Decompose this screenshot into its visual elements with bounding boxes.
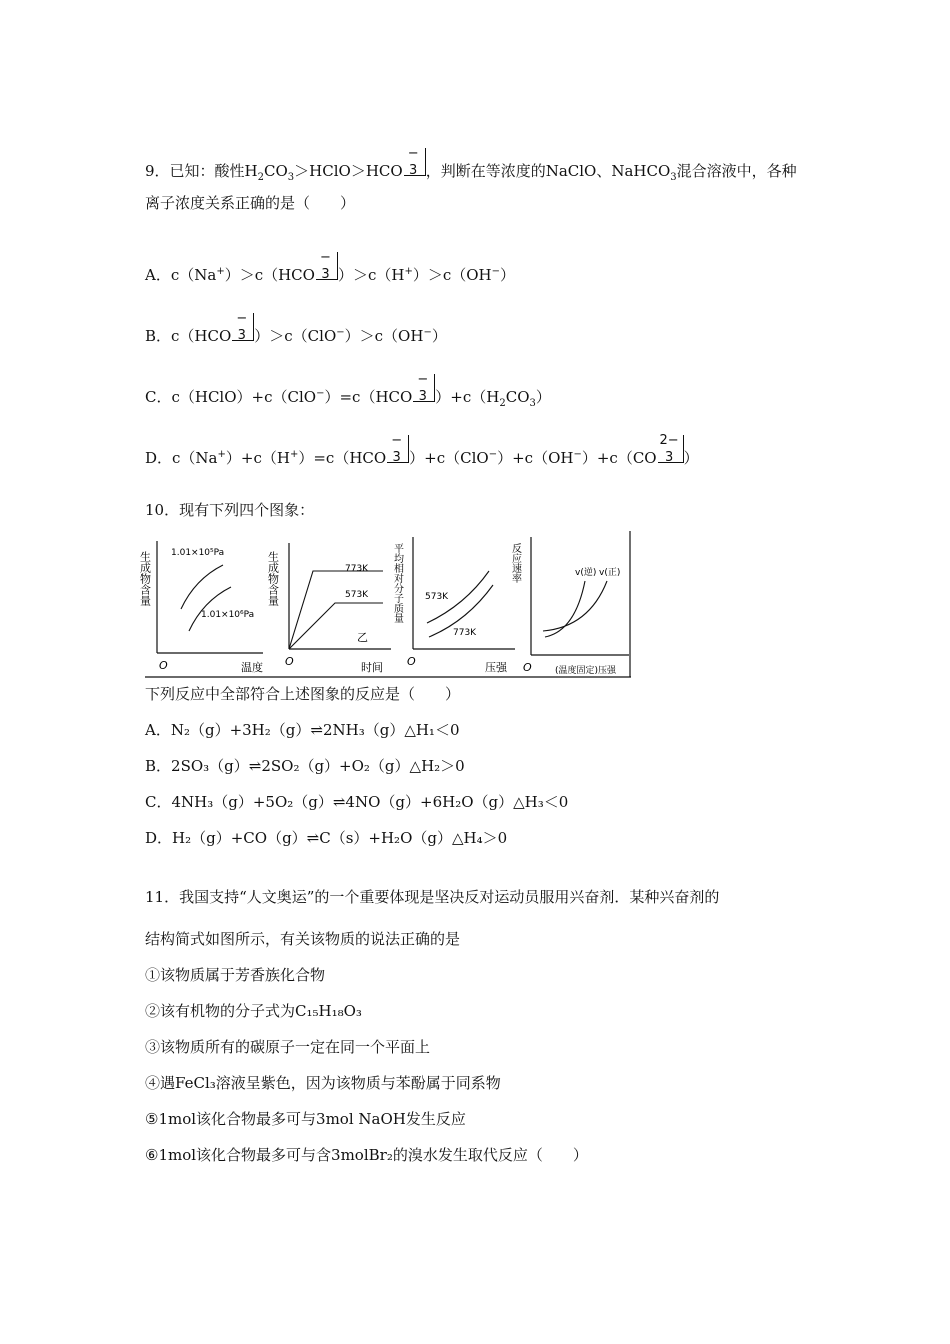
q10-graphs-figure [138,531,631,679]
q11-item-2: ②该有机物的分子式为C₁₅H₁₈O₃ [145,1002,362,1020]
ion-charge-box: − 3 [316,252,338,286]
graph-3 [392,537,516,674]
g2-curve2 [289,603,383,649]
q10-option-a: A．N₂（g）+3H₂（g）⇌2NH₃（g）△H₁＜0 [145,721,460,739]
g1-curve2-label: 1.01×10⁶Pa [201,610,255,620]
q11-item-5: ⑤1mol该化合物最多可与3mol NaOH发生反应 [145,1110,466,1128]
g2-curve1-label: 773K [345,564,369,574]
q11-item-6: ⑥1mol该化合物最多可与含3molBr₂的溴水发生取代反应（ ） [145,1146,588,1164]
q9-option-c: C．c（HClO）+c（ClO−）=c（HCO − 3 ）$+c(H_2CO_3)$ [145,372,551,409]
g4-xlabel: (温度固定)压强 [555,666,617,676]
q11-item-3: ③该物质所有的碳原子一定在同一个平面上 [145,1038,431,1056]
g3-xlabel: 压强 [485,661,507,674]
ion-charge-box: 2− 3 [658,435,684,469]
q10-option-d: D．H₂（g）+CO（g）⇌C（s）+H₂O（g）△H₄＞0 [145,829,508,847]
ion-charge-box: − 3 [387,435,409,469]
g4-curve2 [543,581,607,631]
g1-ylabel: 生成物含量 [138,551,152,606]
graph-1 [139,541,264,674]
g2-curve1 [289,571,383,649]
g2-ylabel: 生成物含量 [266,551,280,606]
g2-origin: O [285,655,294,668]
g3-origin: O [407,655,416,668]
q10-stem: 10．现有下列四个图象： [145,501,315,519]
g1-xlabel: 温度 [241,661,263,674]
g2-tag: 乙 [357,631,368,644]
q11-item-1: ①该物质属于芳香族化合物 [145,966,326,984]
g2-xlabel: 时间 [361,661,383,674]
g3-curve2-label: 773K [453,628,477,638]
q11-stem-line1: 11．我国支持“人文奥运”的一个重要体现是坚决反对运动员服用兴奋剂．某种兴奋剂的 [145,888,720,906]
g1-curve2 [189,587,231,631]
graphs-svg [138,531,631,679]
q11-item-4: ④遇FeCl₃溶液呈紫色，因为该物质与苯酚属于同系物 [145,1074,501,1092]
q11-stem-line2: 结构简式如图所示，有关该物质的说法正确的是 [145,930,461,948]
q9-option-d: D．c（Na+）+c（H+）=c（HCO − 3 ）+c（ClO−）+c（OH−）+c（CO 2− 3 ） [145,433,699,467]
q10-question: 下列反应中全部符合上述图象的反应是（ ） [145,685,461,703]
g4-origin: O [523,661,532,674]
g1-origin: O [159,659,168,672]
q9-stem-line2: 离子浓度关系正确的是（ ） [145,194,356,212]
q9-option-a: A．c（Na+）＞c（HCO − 3 ）＞c（H+）＞c（OH−） [145,250,516,284]
q10-option-c: C．4NH₃（g）+5O₂（g）⇌4NO（g）+6H₂O（g）△H₃＜0 [145,793,569,811]
graph-4 [510,537,630,676]
q10-option-b: B．2SO₃（g）⇌2SO₂（g）+O₂（g）△H₂＞0 [145,757,465,775]
g3-curve1-label: 573K [425,592,449,602]
g4-curve1 [545,581,585,637]
q9-option-b: B．c（HCO − 3 ）＞c（ClO−）＞c（OH−） [145,311,447,345]
graph-2 [267,543,392,674]
q9-stem: 9．已知：酸性$H_2CO_3>HClO>HCO$ − 3 ，判断在等浓度的NaClO、NaHCO$_3$混合溶液中，各种 [145,146,797,183]
ion-charge-box: − 3 [413,374,435,408]
g4-curve1-label: v(逆) [575,568,597,578]
ion-charge-box: − 3 [404,148,426,182]
g4-ylabel: 反应速率 [509,543,521,583]
ion-charge-box: − 3 [232,313,254,347]
g1-curve1-label: 1.01×10⁵Pa [171,548,225,558]
g3-ylabel: 平均相对分子质量 [391,543,403,623]
g4-curve2-label: v(正) [599,568,621,578]
g2-curve2-label: 573K [345,590,369,600]
g1-curve1 [181,565,223,609]
